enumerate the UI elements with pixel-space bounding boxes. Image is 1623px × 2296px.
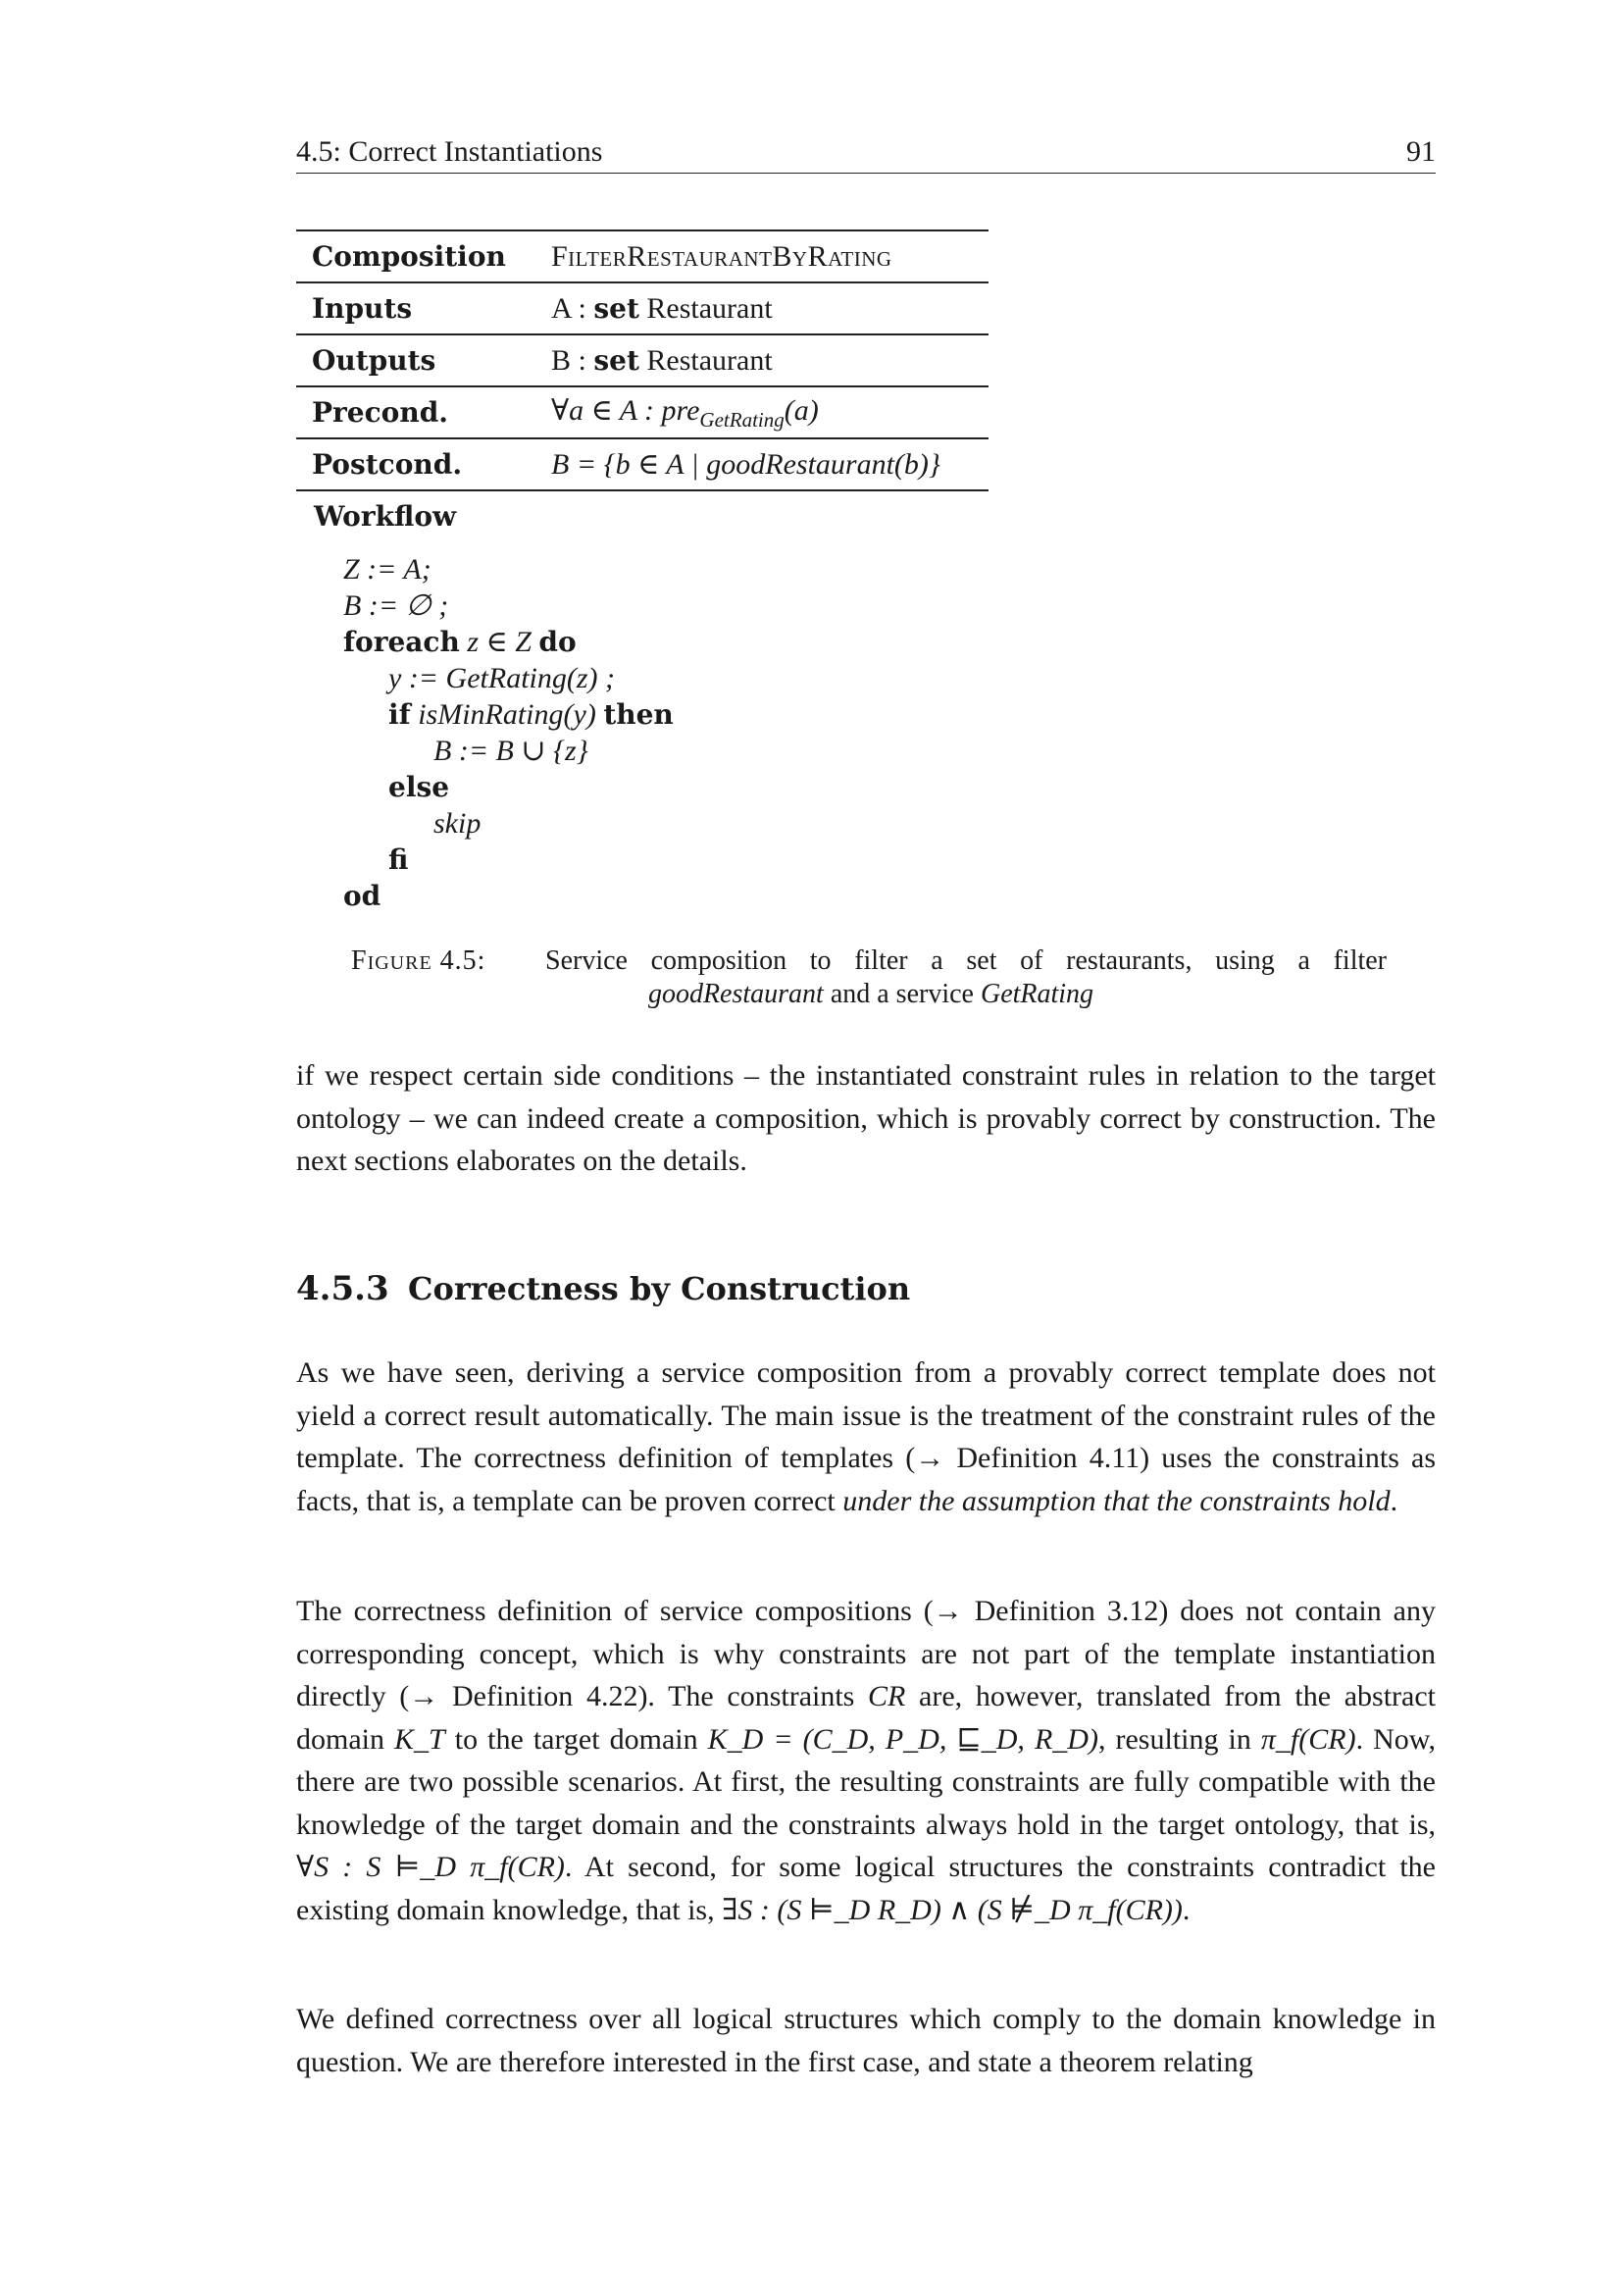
table-row (296, 334, 989, 386)
outputs-var: B : (551, 343, 586, 377)
workflow-line: y := GetRating(z) ; (388, 662, 616, 694)
paragraph-text: As we have seen, deriving a service composition from a provably correct template does not yield a correct result automatically. The main issue is the treatment of the constraint rules of the template. The correctness definition of templates (→ Definition 4.11) uses the constraints as facts, that is, a template can be proven correct (296, 1356, 1436, 1517)
paragraph (296, 1590, 1436, 1931)
workflow-code (343, 551, 674, 914)
row-key-precond: Precond. (296, 386, 532, 438)
figure-label: Figure 4.5: (351, 945, 486, 976)
section-title: Correctness by Construction (408, 1270, 911, 1307)
keyword-do: do (538, 626, 577, 658)
keyword-if: if (388, 698, 411, 731)
paragraph-text: , resulting in (1097, 1722, 1261, 1756)
math-pi: π_f(CR) (1260, 1722, 1356, 1756)
paragraph-text: . (1390, 1484, 1398, 1517)
section-number: 4.5.3 (296, 1269, 389, 1308)
table-row (296, 282, 989, 334)
precond-sub: GetRating (699, 407, 785, 432)
workflow-expr: z ∈ Z (459, 626, 539, 658)
row-key-composition: Composition (296, 230, 532, 282)
precond-pre: ∀a ∈ A : pre (551, 393, 700, 427)
keyword-od: od (343, 880, 381, 912)
postcond-value: B = {b ∈ A | goodRestaurant(b)} (532, 438, 989, 490)
workflow-expr: isMinRating(y) (410, 698, 604, 731)
workflow-line: B := B ∪ {z} (433, 735, 588, 767)
workflow-line: skip (433, 807, 482, 840)
outputs-kw: set (593, 343, 639, 377)
paragraph-text: to the target domain (444, 1722, 708, 1756)
math-kt: K_T (394, 1722, 445, 1756)
row-key-outputs: Outputs (296, 334, 532, 386)
math-kd: K_D = (C_D, P_D, ⊑_D, R_D) (707, 1722, 1098, 1756)
composition-table (296, 230, 989, 491)
inputs-kw: set (593, 291, 639, 325)
keyword-fi: fi (388, 843, 409, 876)
paragraph (296, 1352, 1436, 1522)
precond-post: (a) (784, 393, 819, 427)
outputs-value (532, 334, 989, 386)
paragraph-text: . Now, there are two possible scenarios. At first, the resulting constraints are fully compatible with the knowledge of the target domain and the constraints always hold in the target ontology, that is, (296, 1722, 1436, 1841)
table-row (296, 386, 989, 438)
keyword-then: then (603, 698, 674, 731)
paragraph-text: . (1182, 1893, 1191, 1926)
caption-filter-name: goodRestaurant (647, 979, 824, 1009)
paragraph: We defined correctness over all logical structures which comply to the domain knowledge in question. We are therefore interested in the first case, and state a theorem relating (296, 2003, 1436, 2078)
caption-line-1: Service composition to filter a set of restaurants, using a filter (545, 945, 1387, 976)
inputs-value (532, 282, 989, 334)
workflow-label: Workflow (314, 500, 457, 533)
math-cr: CR (868, 1680, 906, 1712)
section-heading (296, 1269, 910, 1308)
caption-connector: and a service (823, 979, 981, 1009)
inputs-var: A : (551, 291, 586, 325)
row-key-inputs: Inputs (296, 282, 532, 334)
paragraph-text: The correctness definition of service compositions (→ Definition 3.12) does not contain any corresponding concept, which is why constraints are not part of the template instantiation directly (→ Definition 4.22). The constraints (296, 1595, 1436, 1712)
keyword-else: else (388, 771, 450, 803)
workflow-line: Z := A; (343, 553, 431, 586)
row-key-postcond: Postcond. (296, 438, 532, 490)
paragraph-text: . At second, for some logical structures the constraints contradict the existing domain knowledge, that is, (296, 1851, 1436, 1926)
math-formula-2: ∃S : (S ⊨_D R_D) ∧ (S ⊭_D π_f(CR)) (722, 1893, 1183, 1926)
paragraph-emphasis: under the assumption that the constraints hold (842, 1484, 1391, 1517)
running-header (296, 133, 1436, 174)
paragraph-text: are, however, translated from the abstract domain (296, 1680, 1436, 1756)
paragraph: if we respect certain side conditions – the instantiated constraint rules in relation to the target ontology – we can indeed create a composition, which is provably correct by construction. The next sections elaborates on the details. (296, 1059, 1436, 1177)
caption-line-2 (351, 978, 1391, 1011)
caption-service-name: GetRating (980, 979, 1094, 1009)
table-row (296, 230, 989, 282)
outputs-type: Restaurant (646, 343, 773, 377)
math-formula-1: ∀S : S ⊨_D π_f(CR) (296, 1851, 565, 1883)
composition-name: FilterRestaurantByRating (532, 230, 989, 282)
inputs-type: Restaurant (646, 291, 773, 325)
header-section-title: 4.5: Correct Instantiations (296, 135, 603, 168)
workflow-line (343, 696, 674, 733)
table-row (296, 438, 989, 490)
workflow-line: B := ∅ ; (343, 589, 449, 622)
page-number: 91 (1406, 135, 1436, 168)
workflow-line (343, 624, 674, 660)
precond-value (532, 386, 989, 438)
keyword-foreach: foreach (343, 626, 460, 658)
